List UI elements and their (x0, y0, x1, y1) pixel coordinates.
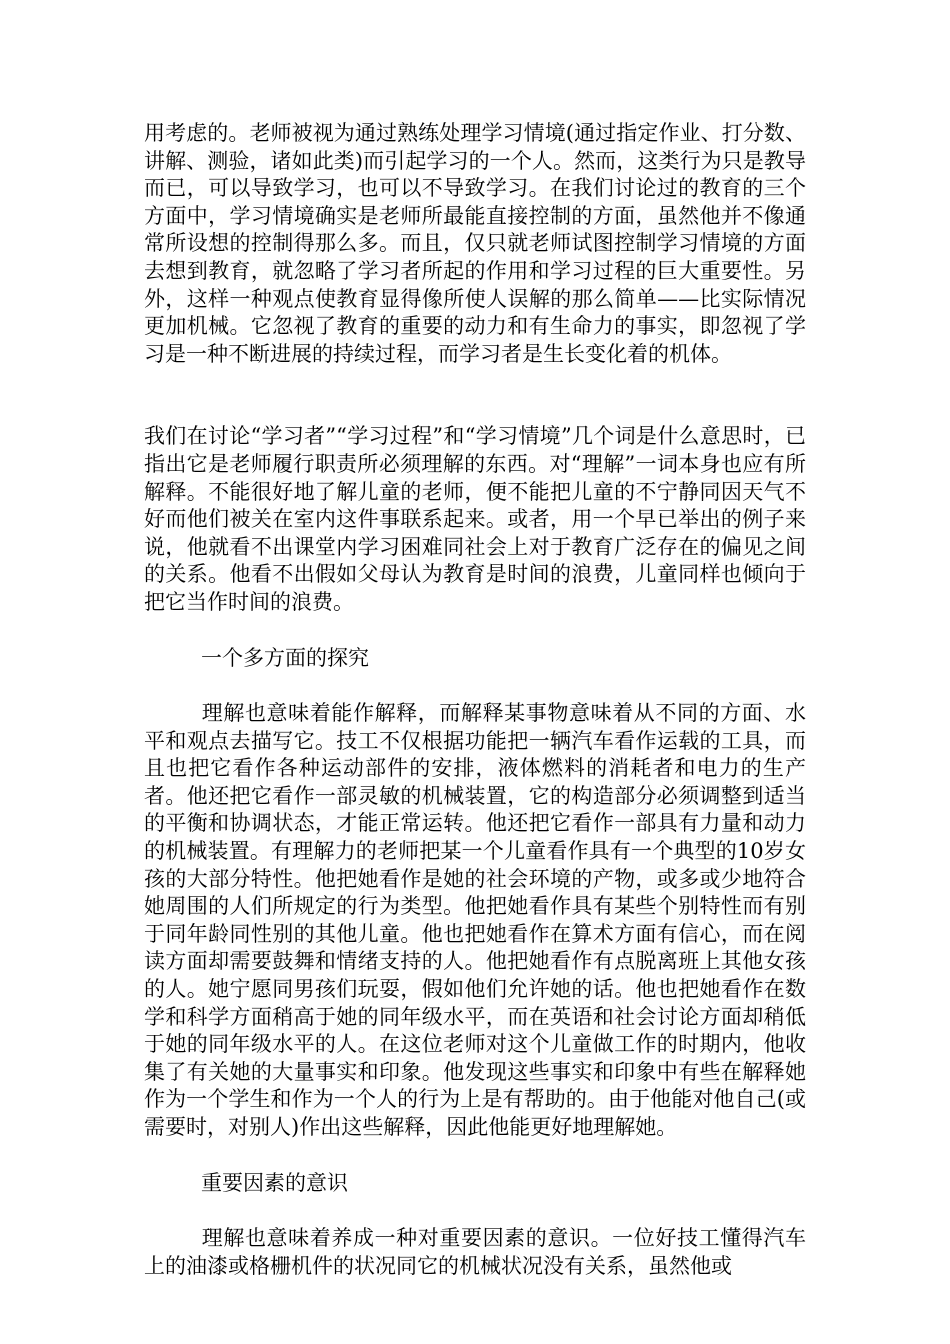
paragraph-2: 我们在讨论“学习者”“学习过程”和“学习情境”几个词是什么意思时，已指出它是老师履行职责所必须理解的东西。对“理解”一词本身也应有所解释。不能很好地了解儿童的老师，便不能把儿童的不宁静同因天气不好而他们被关在室内这件事联系起来。或者，用一个早已举出的例子来说，他就看不出课堂内学习困难同社会上对于教育广泛存在的偏见之间的关系。他看不出假如父母认为教育是时间的浪费，儿童同样也倾向于把它当作时间的浪费。 (144, 424, 806, 614)
paragraph-1: 用考虑的。老师被视为通过熟练处理学习情境(通过指定作业、打分数、讲解、测验，诸如此类)而引起学习的一个人。然而，这类行为只是教导而已，可以导致学习，也可以不导致学习。在我们讨论过的教育的三个方面中，学习情境确实是老师所最能直接控制的方面，虽然他并不像通常所设想的控制得那么多。而且，仅只就老师试图控制学习情境的方面去想到教育，就忽略了学习者所起的作用和学习过程的巨大重要性。另外，这样一种观点使教育显得像所使人误解的那么简单——比实际情况更加机械。它忽视了教育的重要的动力和有生命力的事实，即忽视了学习是一种不断进展的持续过程，而学习者是生长变化着的机体。 (144, 121, 806, 366)
paragraph-4: 理解也意味着养成一种对重要因素的意识。一位好技工懂得汽车上的油漆或格栅机件的状况同它的机械状况没有关系，虽然他或 (144, 1226, 806, 1278)
paragraph-gap (144, 617, 806, 645)
section-heading-important-factors: 重要因素的意识 (201, 1170, 348, 1195)
paragraph-gap (144, 1197, 806, 1225)
paragraph-gap (144, 1142, 806, 1170)
document-page (144, 120, 806, 1280)
paragraph-3: 理解也意味着能作解释，而解释某事物意味着从不同的方面、水平和观点去描写它。技工不仅根据功能把一辆汽车看作运载的工具，而且也把它看作各种运动部件的安排，液体燃料的消耗者和电力的生产者。他还把它看作一部灵敏的机械装置，它的构造部分必须调整到适当的平衡和协调状态，才能正常运转。他还把它看作一部具有力量和动力的机械装置。有理解力的老师把某一个儿童看作具有一个典型的10岁女孩的大部分特性。他把她看作是她的社会环境的产物，或多或少地符合她周围的人们所规定的行为类型。他把她看作具有某些个别特性而有别于同年龄同性别的其他儿童。他也把她看作在算术方面有信心，而在阅读方面却需要鼓舞和情绪支持的人。他把她看作有点脱离班上其他女孩的人。她宁愿同男孩们玩耍，假如他们允许她的话。他也把她看作在数学和科学方面稍高于她的同年级水平，而在英语和社会讨论方面却稍低于她的同年级水平的人。在这位老师对这个儿童做工作的时期内，他收集了有关她的大量事实和印象。他发现这些事实和印象中有些在解释她作为一个学生和作为一个人的行为上是有帮助的。由于他能对他自己(或需要时，对别人)作出这些解释，因此他能更好地理解她。 (144, 701, 806, 1139)
section-heading-multifaceted-inquiry: 一个多方面的探究 (201, 645, 369, 670)
paragraph-gap (144, 672, 806, 700)
paragraph-gap (144, 368, 806, 423)
